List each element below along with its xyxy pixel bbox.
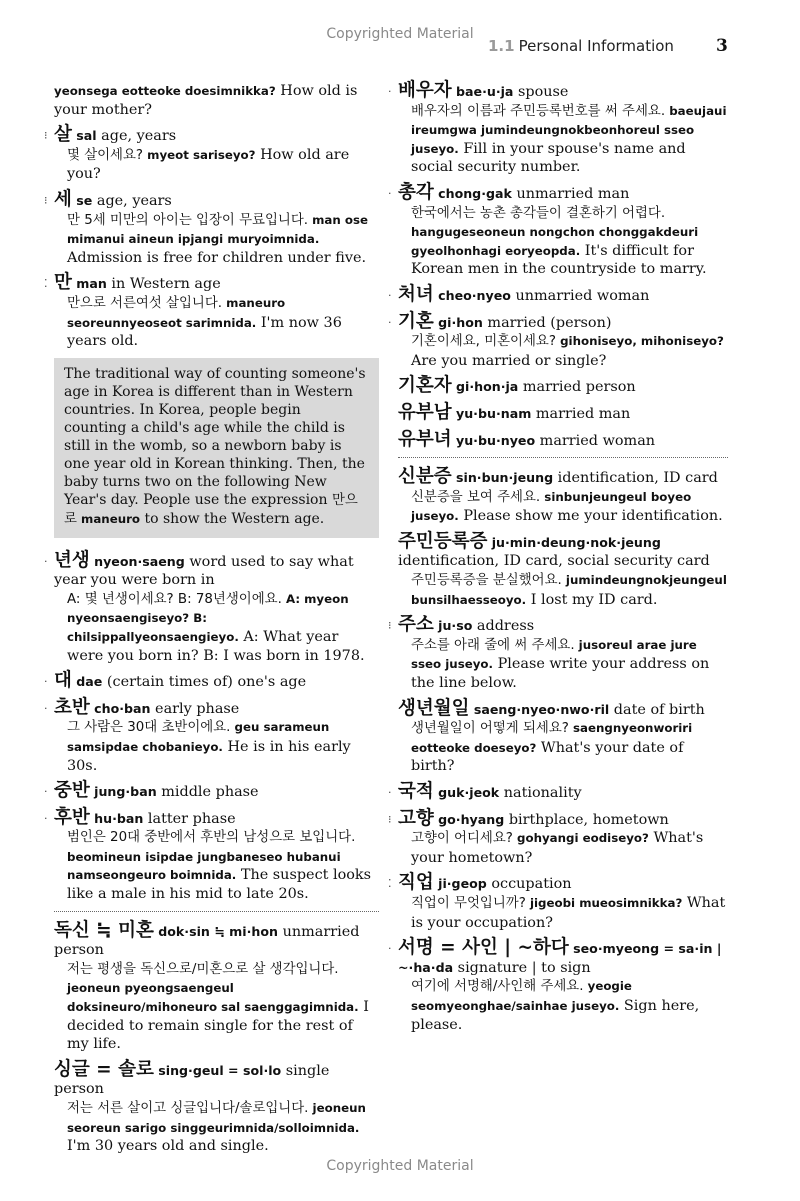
watermark-top: Copyrighted Material (326, 26, 474, 42)
entry-marker-icon: ⁝ (44, 193, 48, 207)
definition: age, years (96, 128, 177, 145)
example-korean: 생년월일이 어떻게 되세요? (411, 721, 569, 737)
example-translation: Admission is free for children under five. (67, 249, 367, 266)
headword: 주민등록증 (398, 530, 488, 552)
entry-marker-icon: · (388, 786, 392, 799)
example-romanization: jeoneun pyeongsaengeul doksineuro/mihoneuro sal saenggagimnida. (67, 981, 359, 1015)
entry-marker-icon: ⁚ (44, 277, 48, 291)
example-romanization: yeogie seomyeonghae/sainhae juseyo. (411, 979, 632, 1013)
headword: 주소 (398, 614, 434, 636)
headword: 기혼자 (398, 375, 452, 397)
definition: (certain times of) one's age (102, 674, 307, 691)
example-translation: Are you married or single? (411, 352, 607, 369)
entry-marker-icon: ⁝ (388, 812, 392, 826)
entry-nyeonsaeng (44, 549, 379, 666)
headword: 생년월일 (398, 697, 470, 719)
entry-marker-icon: · (388, 186, 392, 200)
example-korean: 그 사람은 30대 초반이에요. (67, 720, 231, 736)
entry-marker-icon: ⁝ (44, 129, 48, 143)
entry-gihon (388, 310, 728, 371)
entry-continued (54, 82, 379, 119)
definition: word used to say what year you were born in (54, 553, 354, 589)
entry-jungban (44, 780, 379, 802)
headword: 고향 (398, 807, 434, 829)
entry-gihonja (398, 377, 728, 397)
entry-sinbunjeung (398, 468, 728, 526)
entry-saengnyeonworil (398, 697, 728, 776)
headword: 직업 (398, 872, 434, 894)
example-romanization: baeujaui ireumgwa jumindeungnokbeonhoreul sseo juseyo. (411, 103, 727, 156)
entry-gohyang (388, 807, 728, 868)
example (398, 488, 728, 526)
definition: married person (518, 379, 636, 396)
definition: identification, ID card, social security card (398, 553, 710, 570)
headword-romanization: ju·min·deung·nok·jeung (487, 534, 661, 550)
definition: middle phase (156, 784, 259, 801)
headword-romanization: bae·u·ja (451, 84, 514, 99)
headword: 신분증 (398, 466, 452, 488)
definition: married woman (535, 432, 656, 449)
entry-doksin (54, 919, 379, 1054)
headword: 초반 (54, 696, 90, 718)
example-romanization: saengnyeonworiri eotteoke doeseyo? (411, 721, 693, 755)
example-romanization: beomineun isipdae jungbaneseo hubanui namseongeuro boimnida. (67, 849, 341, 883)
example-korean: 만 5세 미만의 아이는 입장이 무료입니다. (67, 212, 309, 228)
definition: married man (531, 405, 631, 422)
section-title: Personal Information (518, 37, 674, 55)
headword-romanization: ju·so (433, 618, 473, 634)
entry-marker-icon: · (388, 315, 392, 329)
definition: latter phase (143, 810, 236, 827)
headword-romanization: ji·geop (433, 876, 487, 892)
headword-romanization: dok·sin ≒ mi·hon (153, 923, 278, 939)
headword: 유부녀 (398, 428, 452, 450)
entry-marker-icon: · (388, 942, 392, 956)
example-korean: 몇 살이세요? (67, 147, 144, 163)
entry-marker-icon: · (44, 785, 48, 799)
headword-romanization: jung·ban (89, 784, 157, 800)
example-korean: 기혼이세요, 미혼이세요? (411, 334, 556, 350)
culture-note-box (54, 358, 379, 538)
headword: 싱글 = 솔로 (54, 1058, 154, 1080)
example (398, 204, 728, 279)
headword-romanization: yu·bu·nyeo (451, 432, 536, 448)
headword: 중반 (54, 780, 90, 802)
entry-marker-icon: · (44, 554, 48, 568)
page-number: 3 (716, 36, 728, 56)
example (54, 960, 379, 1054)
headword: 배우자 (398, 80, 452, 101)
example-translation: I'm 30 years old and single. (67, 1138, 269, 1155)
left-column (44, 82, 379, 1163)
headword: 년생 (54, 549, 90, 571)
definition: date of birth (609, 701, 705, 718)
entry-choban (44, 696, 379, 775)
example-korean: 만으로 서른여섯 살입니다. (67, 295, 223, 311)
entry-man (44, 272, 379, 350)
example-korean: 주소를 아래 줄에 써 주세요. (411, 637, 575, 653)
headword-romanization: cho·ban (89, 700, 151, 716)
definition: unmarried woman (510, 287, 650, 304)
entry-singgeul (54, 1058, 379, 1156)
example-korean: 저는 평생을 독신으로/미혼으로 살 생각입니다. (67, 961, 339, 977)
definition: nationality (499, 785, 582, 801)
headword-romanization: yu·bu·nam (451, 405, 532, 421)
example (54, 1099, 379, 1156)
example-translation: I decided to remain single for the rest of my life. (67, 999, 369, 1053)
example (54, 590, 379, 665)
entry-marker-icon: · (44, 701, 48, 715)
section-number: 1.1 (488, 37, 515, 55)
example-translation: What's your date of birth? (411, 739, 684, 775)
definition: in Western age (106, 276, 221, 293)
example (398, 894, 728, 932)
entry-jumindeungnokjeung (398, 530, 728, 609)
definition: occupation (486, 876, 572, 893)
example-translation: I lost my ID card. (526, 591, 658, 608)
definition: unmarried person (54, 923, 360, 959)
example-korean: 주민등록증을 분실했어요. (411, 573, 562, 589)
headword: 국적 (398, 781, 434, 802)
example-korean: A: 몇 년생이세요? B: 78년생이에요. (67, 591, 282, 607)
example-translation: I'm now 36 years old. (67, 314, 342, 350)
example-romanization: jumindeungnokjeungeul bunsilhaesseoyo. (411, 573, 727, 607)
headword: 세 (54, 188, 72, 210)
headword-romanization: gi·hon·ja (451, 379, 519, 395)
example (398, 636, 728, 693)
example (54, 718, 379, 775)
entry-seomyeong (388, 937, 728, 1034)
headword-romanization: sin·bun·jeung (451, 470, 554, 486)
dotted-separator (54, 911, 379, 912)
headword: 독신 ≒ 미혼 (54, 919, 154, 941)
example-translation: How old is your mother? (54, 83, 358, 118)
headword-romanization: saeng·nyeo·nwo·ril (469, 701, 610, 717)
headword-romanization: hu·ban (89, 810, 144, 826)
example-korean: 저는 서른 살이고 싱글입니다/솔로입니다. (67, 1101, 309, 1116)
example-korean: 여기에 서명해/사인해 주세요. (411, 979, 584, 995)
entry-juso (388, 614, 728, 692)
entry-yubunyeo (398, 428, 728, 451)
headword-romanization: nyeon·saeng (89, 553, 185, 569)
example-romanization: man ose mimanui aineun ipjangi muryoimnida. (67, 212, 369, 247)
entry-baeuja (388, 80, 728, 177)
entry-dae (44, 670, 379, 692)
definition: signature | to sign (453, 959, 591, 976)
running-header (488, 37, 674, 55)
example-translation: What is your occupation? (411, 894, 726, 931)
example-translation: Sign here, please. (411, 997, 700, 1033)
headword-romanization: go·hyang (433, 811, 505, 827)
definition: unmarried man (511, 185, 630, 202)
example-translation: A: What year were you born in? B: I was born in 1978. (67, 628, 365, 664)
example (398, 977, 728, 1034)
example (398, 332, 728, 370)
example-translation: The suspect looks like a male in his mid to late 20s. (67, 867, 372, 903)
headword: 서명 = 사인 | ~하다 (398, 937, 569, 959)
entry-chonggak (388, 181, 728, 279)
entry-se (44, 188, 379, 267)
example (54, 294, 379, 351)
entry-yubunam (398, 401, 728, 424)
example-korean: 신분증을 보여 주세요. (411, 489, 541, 505)
definition: spouse (513, 84, 569, 100)
example (54, 146, 379, 184)
example-translation: It's difficult for Korean men in the countryside to marry. (411, 242, 707, 278)
headword-romanization: sing·geul = sol·lo (153, 1062, 282, 1078)
headword: 유부남 (398, 401, 452, 423)
example-romanization: jeoneun seoreun sarigo singgeurimnida/solloimnida. (67, 1101, 366, 1135)
definition: address (472, 618, 535, 635)
example-korean: 고향이 어디세요? (411, 831, 513, 847)
example-romanization: A: myeon nyeonsaengiseyo? B: chilsippallyeonsaengieyo. (67, 591, 349, 644)
example-romanization: hangugeseoneun nongchon chonggakdeuri gyeolhonhagi eoryeopda. (411, 225, 699, 258)
headword-romanization: seo·myeong = sa·in | ~·ha·da (398, 941, 722, 975)
example-romanization: yeonsega eotteoke doesimnikka? (54, 84, 276, 98)
headword-romanization: guk·jeok (433, 785, 500, 800)
headword: 처녀 (398, 283, 434, 305)
example-korean: 범인은 20대 중반에서 후반의 남성으로 보입니다. (67, 830, 356, 846)
definition: identification, ID card (553, 470, 718, 487)
watermark-bottom: Copyrighted Material (326, 1158, 474, 1174)
entry-marker-icon: · (44, 675, 48, 689)
example (54, 828, 379, 903)
example-romanization: gihoniseyo, mihoniseyo? (555, 334, 724, 349)
entry-marker-icon: · (388, 288, 392, 302)
example (54, 211, 379, 268)
example-translation: Please write your address on the line below. (411, 656, 710, 692)
definition: married (person) (482, 314, 612, 331)
headword-romanization: se (71, 192, 93, 208)
headword-romanization: chong·gak (433, 185, 512, 201)
example-translation: What's your hometown? (411, 830, 704, 866)
headword-romanization: sal (71, 128, 97, 144)
example-romanization: jigeobi mueosimnikka? (525, 895, 683, 910)
example-romanization: sinbunjeungeul boyeo juseyo. (411, 489, 692, 524)
example (398, 571, 728, 609)
example-korean: 직업이 무엇입니까? (411, 895, 526, 911)
entry-marker-icon: · (388, 85, 392, 98)
headword: 기혼 (398, 310, 434, 332)
example-translation: He is in his early 30s. (67, 738, 351, 774)
definition: single person (54, 1062, 330, 1098)
headword: 대 (54, 670, 72, 692)
entry-jigeop (388, 872, 728, 932)
note-romanization: maneuro (76, 512, 141, 527)
entry-marker-icon: ⁚ (388, 877, 392, 891)
example (398, 829, 728, 867)
entry-marker-icon: · (44, 811, 48, 825)
example-romanization: geu sarameun samsipdae chobanieyo. (67, 720, 330, 754)
entry-sal (44, 124, 379, 184)
headword: 후반 (54, 806, 90, 828)
headword: 총각 (398, 181, 434, 203)
note-korean: 만으로 (64, 493, 358, 528)
example-romanization: jusoreul arae jure sseo juseyo. (411, 637, 697, 672)
example-romanization: maneuro seoreunnyeoseot sarimnida. (67, 295, 286, 330)
example-romanization: gohyangi eodiseyo? (512, 831, 649, 846)
headword-romanization: cheo·nyeo (433, 287, 511, 303)
definition: early phase (150, 700, 240, 717)
entry-gukjeok (388, 781, 728, 803)
entry-huban (44, 806, 379, 904)
headword-romanization: dae (71, 674, 103, 690)
entry-marker-icon: ⁝ (388, 619, 392, 633)
headword: 만 (54, 272, 72, 294)
example-romanization: myeot sariseyo? (143, 147, 256, 162)
example-translation: Please show me your identification. (458, 508, 723, 525)
note-text: The traditional way of counting someone's age in Korea is different than in Western countries. In Korea, people begin counting a child's age while the child is still in the womb, so a newborn baby is one year old in Korean thinking. Then, the baby turns two on the following New Year's day. People use the expression (64, 365, 366, 509)
example-translation: How old are you? (67, 146, 350, 183)
example (398, 719, 728, 776)
headword-romanization: gi·hon (433, 314, 483, 330)
dotted-separator (398, 457, 728, 458)
example-korean: 배우자의 이름과 주민등록번호를 써 주세요. (411, 103, 666, 119)
example-translation: Fill in your spouse's name and social security number. (411, 140, 686, 176)
example (398, 102, 728, 177)
definition: age, years (92, 192, 172, 209)
definition: birthplace, hometown (504, 811, 669, 828)
headword: 살 (54, 124, 72, 146)
headword-romanization: man (71, 276, 107, 292)
right-column (388, 80, 728, 1041)
example-korean: 한국에서는 농촌 총각들이 결혼하기 어렵다. (411, 205, 666, 221)
note-text-end: to show the Western age. (140, 511, 325, 528)
entry-cheonyeo (388, 283, 728, 306)
